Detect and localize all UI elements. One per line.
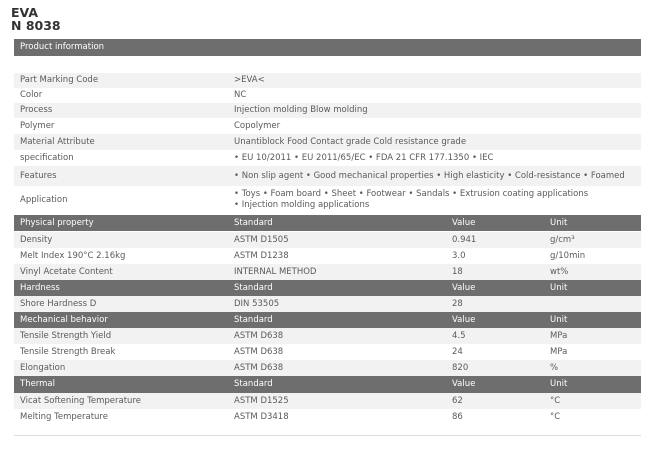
property-cell: Tensile Strength Yield [20,331,112,341]
info-label: Color [20,90,43,100]
unit-cell: g/cm³ [550,235,575,245]
standard-cell: ASTM D638 [234,347,284,357]
standard-cell: ASTM D1525 [234,396,289,406]
property-cell: Vinyl Acetate Content [20,267,113,277]
section-product-information [14,39,641,56]
unit-cell: g/10min [550,251,586,261]
property-cell: Elongation [20,363,66,373]
standard-cell: DIN 53505 [234,299,280,309]
value-cell: 28 [452,299,463,309]
column-standard: Standard [234,218,273,228]
section-title: Thermal [20,379,56,389]
table-row [14,248,641,264]
value-cell: 3.0 [452,251,466,261]
info-label: Part Marking Code [20,75,99,85]
column-unit: Unit [550,315,568,325]
unit-cell: MPa [550,331,568,341]
property-cell: Tensile Strength Break [20,347,116,357]
info-row [14,134,641,150]
table-row [14,264,641,280]
property-cell: Melting Temperature [20,412,108,422]
table-row [14,393,641,409]
column-unit: Unit [550,218,568,228]
material-title: EVA [11,5,39,20]
info-row [14,166,641,186]
section-mechanical-behavior [14,312,641,328]
info-value: • Non slip agent • Good mechanical properties • High elasticity • Cold-resistance • Foamed [234,171,625,181]
info-label: specification [20,153,74,163]
column-value: Value [452,283,476,293]
column-standard: Standard [234,379,273,389]
info-value: • Toys • Foam board • Sheet • Footwear • Sandals • Extrusion coating applications [234,189,589,199]
info-row [14,88,641,103]
column-value: Value [452,218,476,228]
info-label: Application [20,195,68,205]
unit-cell: wt% [550,267,569,277]
info-label: Process [20,105,53,115]
info-label: Polymer [20,121,55,131]
standard-cell: ASTM D638 [234,331,284,341]
info-value: NC [234,90,247,100]
table-row [14,360,641,376]
column-value: Value [452,315,476,325]
section-thermal [14,376,641,393]
column-standard: Standard [234,283,273,293]
standard-cell: INTERNAL METHOD [234,267,317,277]
property-cell: Vicat Softening Temperature [20,396,141,406]
property-cell: Shore Hardness D [20,299,97,309]
section-physical-property [14,215,641,231]
info-row [14,103,641,118]
info-row [14,150,641,166]
section-title: Mechanical behavior [20,315,108,325]
unit-cell: °C [550,412,561,422]
info-row [14,186,641,214]
bottom-divider [14,435,641,436]
table-row [14,344,641,360]
standard-cell: ASTM D638 [234,363,284,373]
info-label: Material Attribute [20,137,95,147]
value-cell: 24 [452,347,463,357]
info-value: Injection molding Blow molding [234,105,368,115]
unit-cell: °C [550,396,561,406]
table-row [14,232,641,248]
value-cell: 62 [452,396,463,406]
standard-cell: ASTM D3418 [234,412,289,422]
info-row [14,118,641,134]
property-cell: Density [20,235,53,245]
column-standard: Standard [234,315,273,325]
info-label: Features [20,171,57,181]
value-cell: 4.5 [452,331,466,341]
value-cell: 86 [452,412,463,422]
standard-cell: ASTM D1505 [234,235,289,245]
value-cell: 0.941 [452,235,477,245]
section-title: Hardness [20,283,60,293]
info-value: • EU 10/2011 • EU 2011/65/EC • FDA 21 CFR 177.1350 • IEC [234,153,494,163]
info-value: >EVA< [234,75,265,85]
column-value: Value [452,379,476,389]
unit-cell: MPa [550,347,568,357]
property-cell: Melt Index 190°C 2.16kg [20,251,126,261]
unit-cell: % [550,363,559,373]
section-title: Physical property [20,218,94,228]
table-row [14,296,641,312]
column-unit: Unit [550,283,568,293]
grade-title: N 8038 [11,18,61,33]
table-row [14,409,641,425]
info-value: Copolymer [234,121,281,131]
standard-cell: ASTM D1238 [234,251,289,261]
info-value: Unantiblock Food Contact grade Cold resistance grade [234,137,467,147]
section-hardness [14,280,641,296]
value-cell: 18 [452,267,463,277]
info-row [14,73,641,88]
table-row [14,328,641,344]
section-title: Product information [20,42,105,52]
value-cell: 820 [452,363,469,373]
column-unit: Unit [550,379,568,389]
info-value-line2: • Injection molding applications [234,200,370,210]
